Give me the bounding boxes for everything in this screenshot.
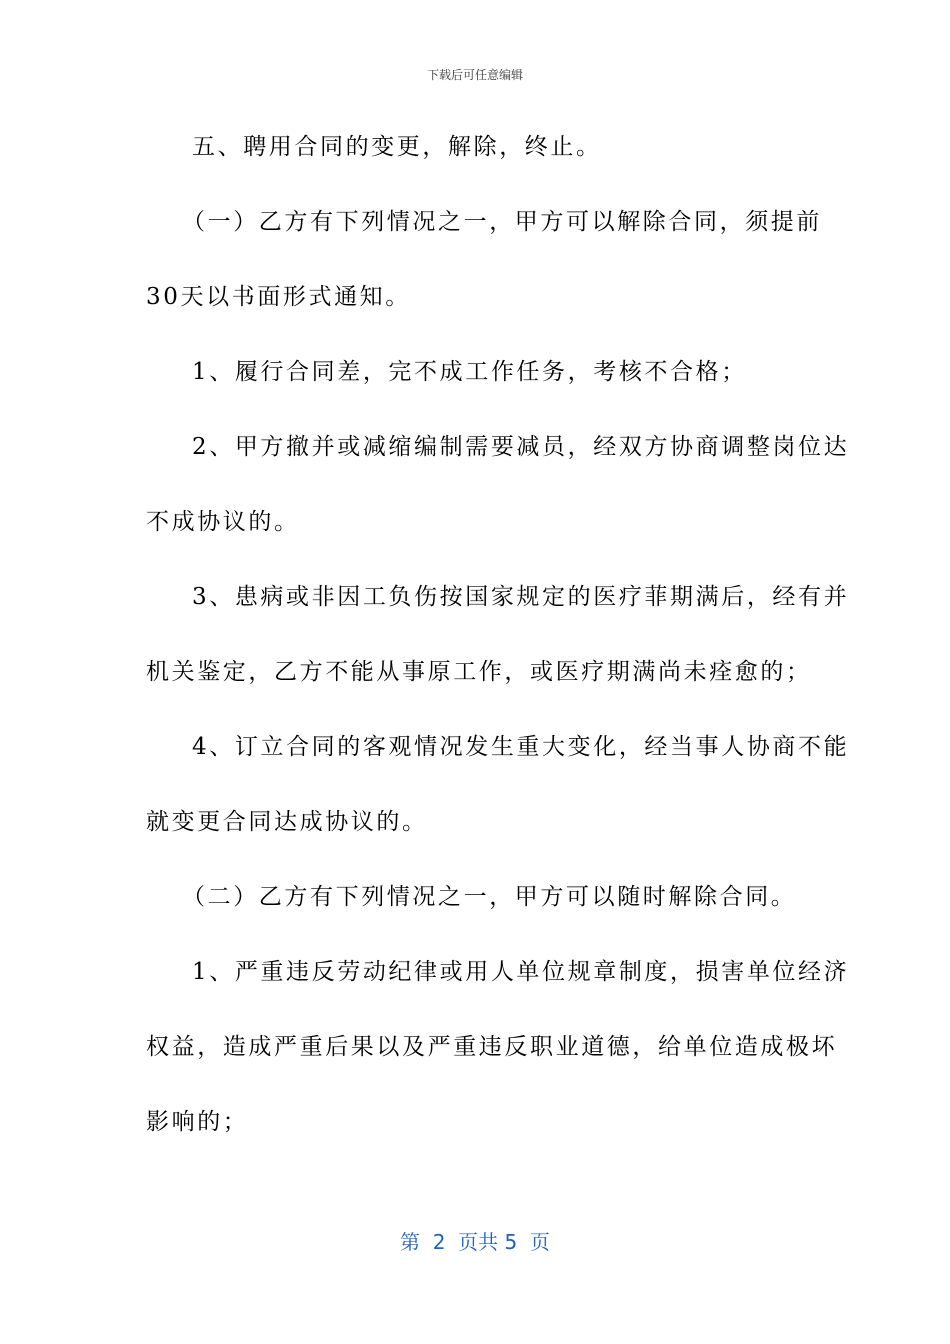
paragraph-line: 2、甲方撤并或减缩编制需要减员，经双方协商调整岗位达 [192,434,850,460]
section-heading: 五、聘用合同的变更，解除，终止。 [192,134,602,160]
paragraph-line: 就变更合同达成协议的。 [146,809,428,835]
header-note: 下载后可任意编辑 [426,68,523,82]
paragraph-line: 30天以书面形式通知。 [146,284,411,310]
paragraph-line: 不成协议的。 [146,509,300,535]
paragraph-line: （一）乙方有下列情况之一，甲方可以解除合同，须提前 [182,209,822,235]
document-body [146,120,850,1170]
paragraph-line: （二）乙方有下列情况之一，甲方可以随时解除合同。 [182,884,797,910]
paragraph-line: 权益，造成严重后果以及严重违反职业道德，给单位造成极坏 [146,1034,838,1060]
paragraph-line: 3、患病或非因工负伤按国家规定的医疗菲期满后，经有并 [192,584,850,610]
paragraph-line: 机关鉴定，乙方不能从事原工作，或医疗期满尚未痊愈的； [146,659,812,685]
paragraph-line: 4、订立合同的客观情况发生重大变化，经当事人协商不能 [192,734,850,760]
paragraph-line: 1、严重违反劳动纪律或用人单位规章制度，损害单位经济 [192,959,850,985]
paragraph-line: 1、履行合同差，完不成工作任务，考核不合格； [192,359,747,385]
page-number-footer: 第 2 页共 5 页 [400,1230,550,1254]
paragraph-line: 影响的； [146,1109,249,1135]
